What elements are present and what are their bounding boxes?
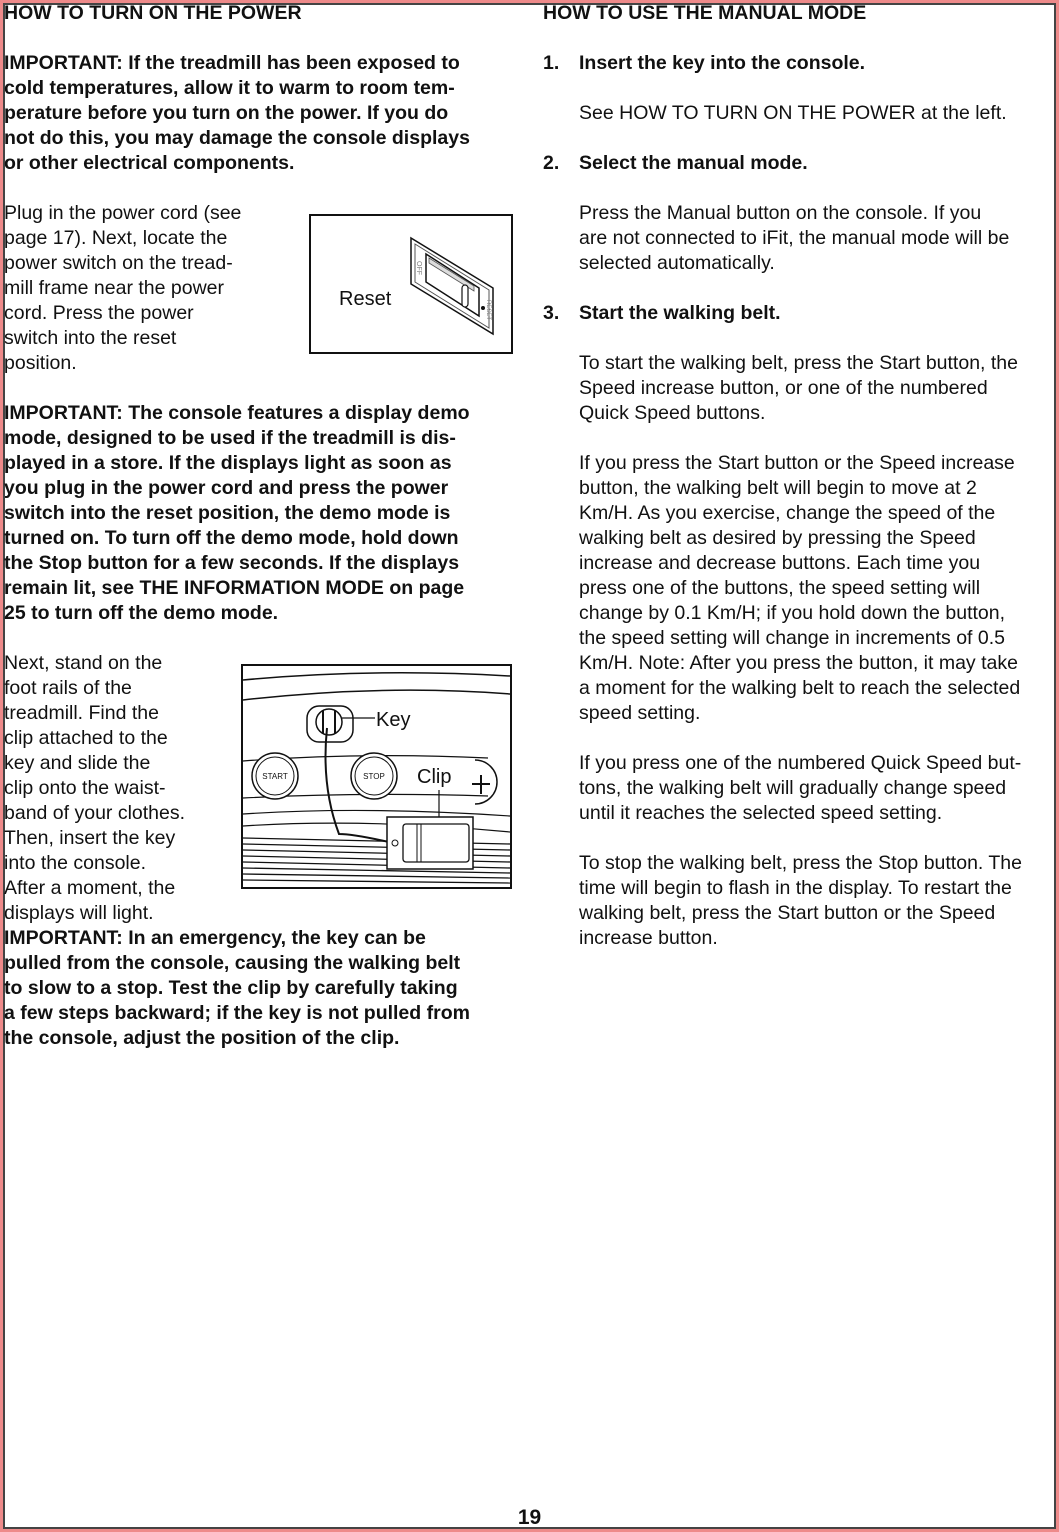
paragraph <box>543 451 1058 726</box>
text-line: switch into the reset position, the demo mode is <box>4 502 451 524</box>
left-column <box>4 1 514 1076</box>
text-line: Speed increase button, or one of the numbered <box>579 377 988 399</box>
start-button-label: START <box>262 772 288 781</box>
stop-button-label: STOP <box>363 772 385 781</box>
text-line: Select the manual mode. <box>579 152 808 174</box>
text-line: mill frame near the power <box>4 277 225 299</box>
text-line: IMPORTANT: If the treadmill has been exposed to <box>4 52 460 74</box>
key-clip-figure <box>241 664 512 889</box>
clip-label: Clip <box>417 766 452 788</box>
power-switch-icon <box>311 216 511 352</box>
text-line: See HOW TO TURN ON THE POWER at the left. <box>579 102 1007 124</box>
key-label: Key <box>376 709 411 731</box>
text-line: the Stop button for a few seconds. If the displays <box>4 552 460 574</box>
text-line: speed setting. <box>579 702 701 724</box>
text-line: until it reaches the selected speed setting. <box>579 802 943 824</box>
text-line: IMPORTANT: In an emergency, the key can be <box>4 927 426 949</box>
text-line: a moment for the walking belt to reach the selected <box>579 677 1021 699</box>
text-line: press one of the buttons, the speed setting will <box>579 577 981 599</box>
text-line: you plug in the power cord and press the power <box>4 477 449 499</box>
text-line: the speed setting will change in increments of 0.5 <box>579 627 1006 649</box>
text-line: position. <box>4 352 77 374</box>
text-line: or other electrical components. <box>4 152 295 174</box>
text-line: IMPORTANT: The console features a display demo <box>4 402 470 424</box>
text-line: time will begin to flash in the display. To restart the <box>579 877 1012 899</box>
text-line: not do this, you may damage the console displays <box>4 127 470 149</box>
paragraph <box>4 401 514 626</box>
step-number: 1. <box>543 52 560 74</box>
reset-label: Reset <box>339 288 392 310</box>
page-number: 19 <box>517 1506 542 1529</box>
text-line: If you press the Start button or the Speed increase <box>579 452 1015 474</box>
text-line: clip attached to the <box>4 727 168 749</box>
paragraph <box>4 926 514 1051</box>
paragraph <box>4 51 514 176</box>
paragraph <box>543 351 1058 426</box>
paragraph <box>543 201 1058 276</box>
step-number: 2. <box>543 152 560 174</box>
text-line: Plug in the power cord (see <box>4 202 242 224</box>
paragraph <box>543 851 1058 951</box>
text-line: perature before you turn on the power. If you do <box>4 102 449 124</box>
text-line: Press the Manual button on the console. If you <box>579 202 982 224</box>
text-line: HOW TO USE THE MANUAL MODE <box>543 2 867 24</box>
text-line: clip onto the waist- <box>4 777 166 799</box>
console-key-illustration <box>243 666 510 887</box>
text-line: Then, insert the key <box>4 827 176 849</box>
text-line: increase button. <box>579 927 718 949</box>
numbered-step <box>543 51 1058 76</box>
text-line: page 17). Next, locate the <box>4 227 228 249</box>
text-line: into the console. <box>4 852 147 874</box>
text-line: Next, stand on the <box>4 652 163 674</box>
text-line: turned on. To turn off the demo mode, hold down <box>4 527 459 549</box>
section-heading <box>4 1 514 26</box>
numbered-step <box>543 151 1058 176</box>
text-line: power switch on the tread- <box>4 252 233 274</box>
text-line: button, the walking belt will begin to move at 2 <box>579 477 977 499</box>
right-column <box>543 1 1058 976</box>
text-line: switch into the reset <box>4 327 177 349</box>
text-line: After a moment, the <box>4 877 176 899</box>
text-line: Start the walking belt. <box>579 302 781 324</box>
text-line: To stop the walking belt, press the Stop button. The <box>579 852 1022 874</box>
text-line: HOW TO TURN ON THE POWER <box>4 2 302 24</box>
text-line: are not connected to iFit, the manual mode will be <box>579 227 1010 249</box>
text-line: the console, adjust the position of the clip. <box>4 1027 400 1049</box>
text-line: treadmill. Find the <box>4 702 159 724</box>
text-line: foot rails of the <box>4 677 132 699</box>
text-line: displays will light. <box>4 902 154 924</box>
numbered-step <box>543 301 1058 326</box>
text-line: band of your clothes. <box>4 802 186 824</box>
text-line: increase and decrease buttons. Each time you <box>579 552 981 574</box>
text-line: cord. Press the power <box>4 302 194 324</box>
section-heading <box>543 1 1058 26</box>
text-line: walking belt as desired by pressing the Speed <box>579 527 976 549</box>
text-line: to slow to a stop. Test the clip by carefully taking <box>4 977 458 999</box>
off-marking: OFF <box>415 261 422 275</box>
text-line: remain lit, see THE INFORMATION MODE on page <box>4 577 465 599</box>
text-line: To start the walking belt, press the Start button, the <box>579 352 1018 374</box>
text-line: walking belt, press the Start button or the Speed <box>579 902 996 924</box>
paragraph <box>543 101 1058 126</box>
text-line: cold temperatures, allow it to warm to room tem- <box>4 77 455 99</box>
paragraph <box>543 751 1058 826</box>
text-line: pulled from the console, causing the walking belt <box>4 952 461 974</box>
text-line: a few steps backward; if the key is not pulled from <box>4 1002 470 1024</box>
text-line: If you press one of the numbered Quick Speed but- <box>579 752 1022 774</box>
text-line: tons, the walking belt will gradually change speed <box>579 777 1007 799</box>
text-line: key and slide the <box>4 752 151 774</box>
text-line: played in a store. If the displays light as soon as <box>4 452 452 474</box>
text-line: selected automatically. <box>579 252 775 274</box>
text-line: Km/H. Note: After you press the button, it may take <box>579 652 1018 674</box>
text-line: 25 to turn off the demo mode. <box>4 602 279 624</box>
text-line: change by 0.1 Km/H; if you hold down the button, <box>579 602 1006 624</box>
step-number: 3. <box>543 302 560 324</box>
reset-marking: RESET <box>485 300 491 321</box>
text-line: Quick Speed buttons. <box>579 402 766 424</box>
text-line: Km/H. As you exercise, change the speed of the <box>579 502 996 524</box>
reset-switch-figure <box>309 214 513 354</box>
text-line: mode, designed to be used if the treadmill is dis- <box>4 427 456 449</box>
text-line: Insert the key into the console. <box>579 52 866 74</box>
